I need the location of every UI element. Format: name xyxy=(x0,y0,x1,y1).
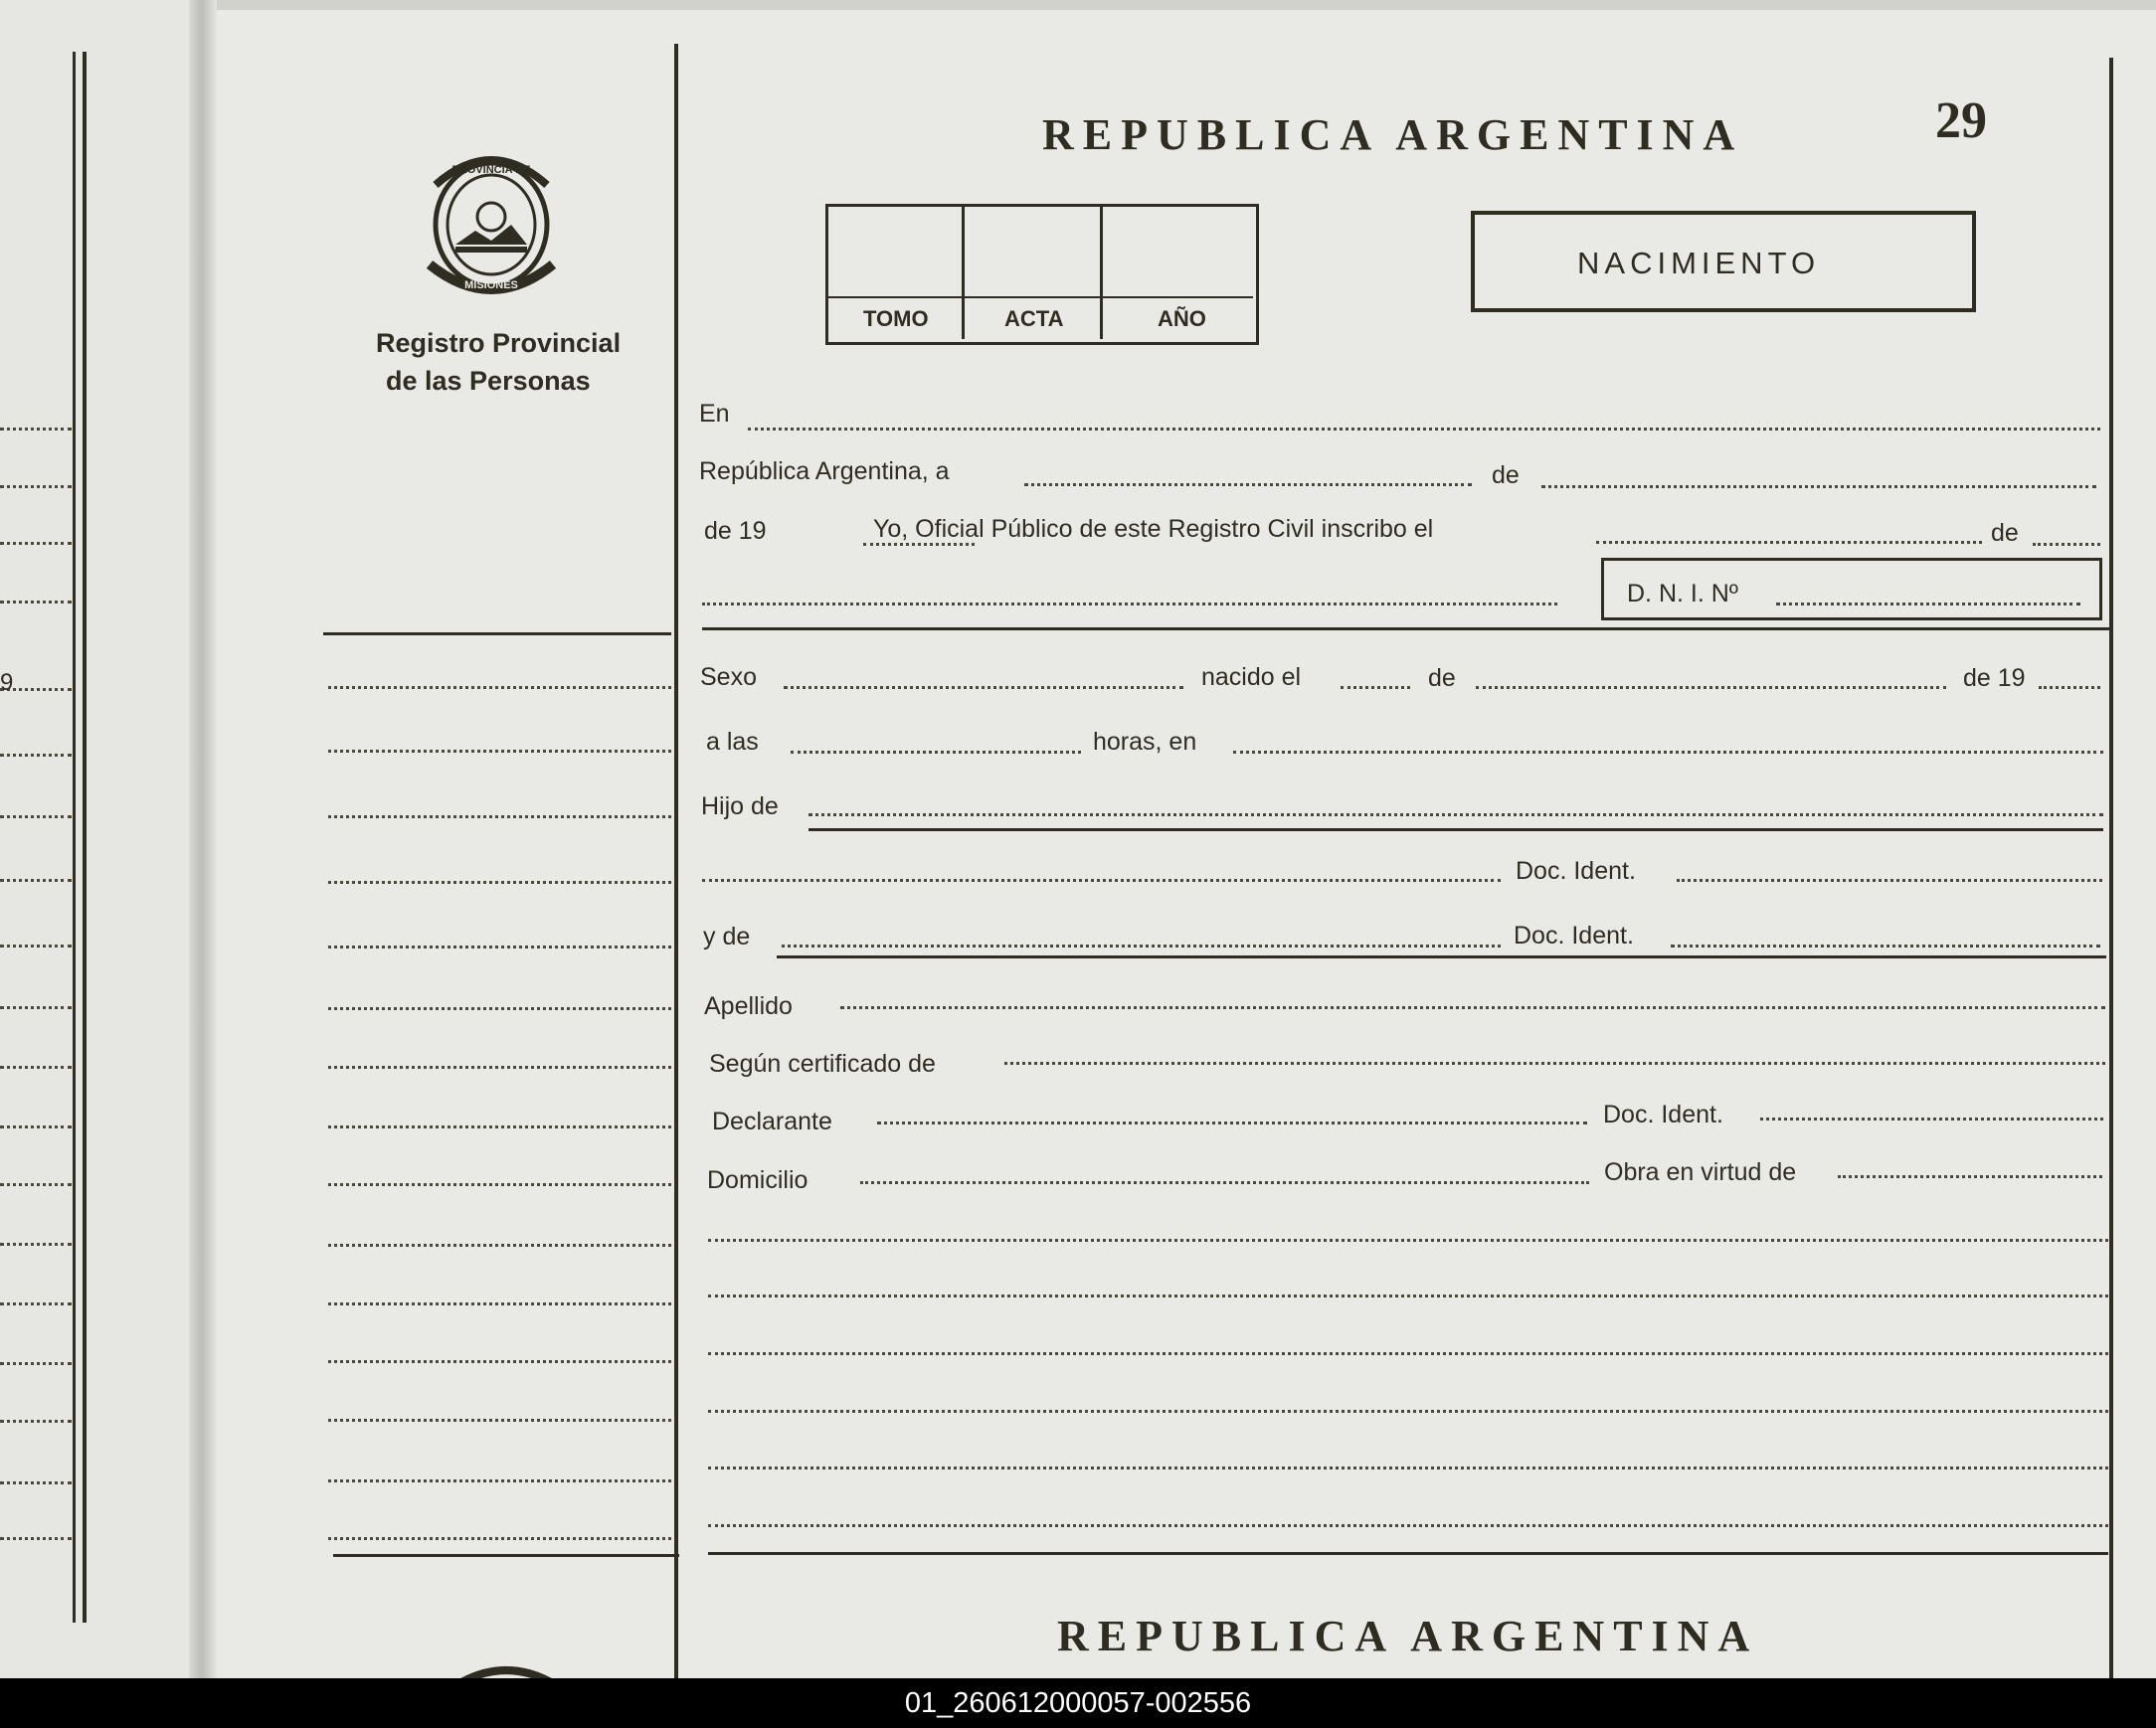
dotted-fill-line xyxy=(840,1006,2105,1009)
section-rule-1 xyxy=(702,627,2111,630)
apellido-label: Apellido xyxy=(704,992,793,1020)
left-dotted-line xyxy=(0,815,72,818)
misiones-seal-icon xyxy=(416,145,567,304)
dotted-fill-line xyxy=(782,945,1501,948)
record-type: NACIMIENTO xyxy=(1577,246,1821,280)
anio-label: AÑO xyxy=(1158,306,1206,331)
left-dotted-line xyxy=(0,1006,72,1009)
hijo-de-label: Hijo de xyxy=(701,792,779,820)
doc-ident-label-3: Doc. Ident. xyxy=(1603,1101,1723,1128)
left-page xyxy=(0,0,204,1678)
dotted-fill-line xyxy=(1341,686,1410,689)
left-dotted-line xyxy=(0,542,72,545)
dotted-fill-line xyxy=(1596,541,1982,544)
record-box-divider-2 xyxy=(1100,206,1103,339)
dotted-fill-line xyxy=(2039,686,2100,689)
dotted-fill-line xyxy=(1838,1175,2102,1178)
left-dotted-line xyxy=(0,1537,72,1540)
dotted-fill-line xyxy=(1541,485,2096,488)
segun-label: Según certificado de xyxy=(709,1050,936,1078)
left-dotted-line xyxy=(0,945,72,948)
margin-dotted-line xyxy=(328,1183,671,1186)
left-page-rule xyxy=(83,52,87,1623)
left-dotted-line xyxy=(0,1362,72,1365)
a-las-label: a las xyxy=(706,728,759,756)
y-de-label: y de xyxy=(703,923,751,950)
left-page-fragment-text: 9 xyxy=(0,669,14,696)
dotted-fill-line xyxy=(702,879,1501,882)
margin-dotted-line xyxy=(328,686,671,689)
dotted-fill-line xyxy=(784,686,1183,689)
sexo-label: Sexo xyxy=(700,663,757,691)
left-dotted-line xyxy=(0,1302,72,1305)
margin-dotted-line xyxy=(328,750,671,753)
margin-dotted-line xyxy=(328,1479,671,1482)
footer-title: REPUBLICA ARGENTINA xyxy=(1057,1612,1759,1660)
tomo-label: TOMO xyxy=(863,306,929,331)
hijo-de-rule xyxy=(808,828,2103,831)
header-title: REPUBLICA ARGENTINA xyxy=(1042,110,1744,159)
doc-ident-label-1: Doc. Ident. xyxy=(1516,857,1636,885)
dotted-fill-line xyxy=(748,428,2100,431)
dotted-fill-line xyxy=(1677,879,2102,882)
de-label-1: de xyxy=(1492,461,1520,489)
doc-ident-label-2: Doc. Ident. xyxy=(1514,922,1634,950)
margin-dotted-line xyxy=(328,1419,671,1422)
dotted-fill-line xyxy=(860,1181,1589,1184)
left-dotted-line xyxy=(0,1420,72,1423)
de19-label: de 19 xyxy=(704,517,767,545)
republica-label: República Argentina, a xyxy=(699,457,950,485)
margin-dotted-line xyxy=(328,1537,671,1540)
margin-dotted-line xyxy=(328,946,671,949)
left-dotted-line xyxy=(0,601,72,604)
dotted-fill-line xyxy=(708,1467,2108,1469)
en-label: En xyxy=(699,400,730,428)
dotted-fill-line xyxy=(808,813,2103,816)
margin-dotted-line xyxy=(328,1244,671,1247)
book-gutter xyxy=(189,0,217,1678)
dotted-fill-line xyxy=(1671,945,2100,948)
page-number: 29 xyxy=(1935,92,1987,149)
left-dotted-line xyxy=(0,754,72,757)
declarante-label: Declarante xyxy=(712,1108,832,1135)
dni-label: D. N. I. Nº xyxy=(1627,580,1738,607)
dotted-fill-line xyxy=(1776,603,2080,605)
margin-divider xyxy=(674,44,678,1678)
registry-line1: Registro Provincial xyxy=(376,328,622,358)
margin-dotted-line xyxy=(328,1360,671,1363)
margin-dotted-line xyxy=(328,1302,671,1305)
left-dotted-line xyxy=(0,1481,72,1484)
record-box-divider-1 xyxy=(962,206,965,339)
margin-dotted-line xyxy=(328,1007,671,1010)
de-label-3: de xyxy=(1428,664,1456,692)
dotted-fill-line xyxy=(1760,1118,2103,1121)
dotted-fill-line xyxy=(702,603,1557,605)
seal-fragment-icon xyxy=(448,1658,565,1678)
margin-rule-top xyxy=(323,632,671,635)
margin-dotted-line xyxy=(328,815,671,818)
left-page-rule-inner xyxy=(73,52,76,1623)
form-bottom-rule xyxy=(708,1552,2108,1555)
nacido-el-label: nacido el xyxy=(1201,663,1302,691)
seal-top-text: PROVINCIA DE xyxy=(451,164,531,176)
left-dotted-line xyxy=(0,1125,72,1128)
y-de-rule xyxy=(777,955,2106,958)
image-caption: 01_260612000057-002556 xyxy=(0,1678,2156,1728)
left-dotted-line xyxy=(0,485,72,488)
left-dotted-line xyxy=(0,1243,72,1246)
left-dotted-line xyxy=(0,879,72,882)
de19-label-b: de 19 xyxy=(1963,664,2026,692)
dotted-fill-line xyxy=(1233,751,2103,754)
dotted-fill-line xyxy=(708,1295,2108,1297)
dotted-fill-line xyxy=(708,1410,2108,1413)
acta-label: ACTA xyxy=(1004,306,1064,331)
dotted-fill-line xyxy=(708,1524,2108,1527)
dotted-fill-line xyxy=(791,751,1081,754)
seal-bottom-text: MISIONES xyxy=(464,279,518,291)
margin-rule-bottom xyxy=(333,1554,679,1557)
right-border xyxy=(2109,58,2113,1678)
record-box-label-rule xyxy=(827,296,1253,298)
domicilio-label: Domicilio xyxy=(707,1166,808,1194)
registry-line2: de las Personas xyxy=(386,366,591,396)
dotted-fill-line xyxy=(708,1239,2108,1242)
dotted-fill-line xyxy=(1004,1062,2105,1065)
yo-label: Yo, Oficial Público de este Registro Civil inscribo el xyxy=(873,515,1434,543)
margin-dotted-line xyxy=(328,881,671,884)
dotted-fill-line xyxy=(2033,543,2100,546)
margin-dotted-line xyxy=(328,1066,671,1069)
dotted-fill-line xyxy=(877,1122,1587,1124)
obra-label: Obra en virtud de xyxy=(1604,1158,1797,1186)
dotted-fill-line xyxy=(863,543,975,546)
de-label-2: de xyxy=(1991,519,2019,547)
horas-en-label: horas, en xyxy=(1093,728,1197,756)
left-dotted-line xyxy=(0,428,72,431)
margin-dotted-line xyxy=(328,1125,671,1128)
dotted-fill-line xyxy=(1476,686,1946,689)
dotted-fill-line xyxy=(708,1352,2108,1355)
left-dotted-line xyxy=(0,1183,72,1186)
left-dotted-line xyxy=(0,1066,72,1069)
dotted-fill-line xyxy=(1024,483,1472,486)
